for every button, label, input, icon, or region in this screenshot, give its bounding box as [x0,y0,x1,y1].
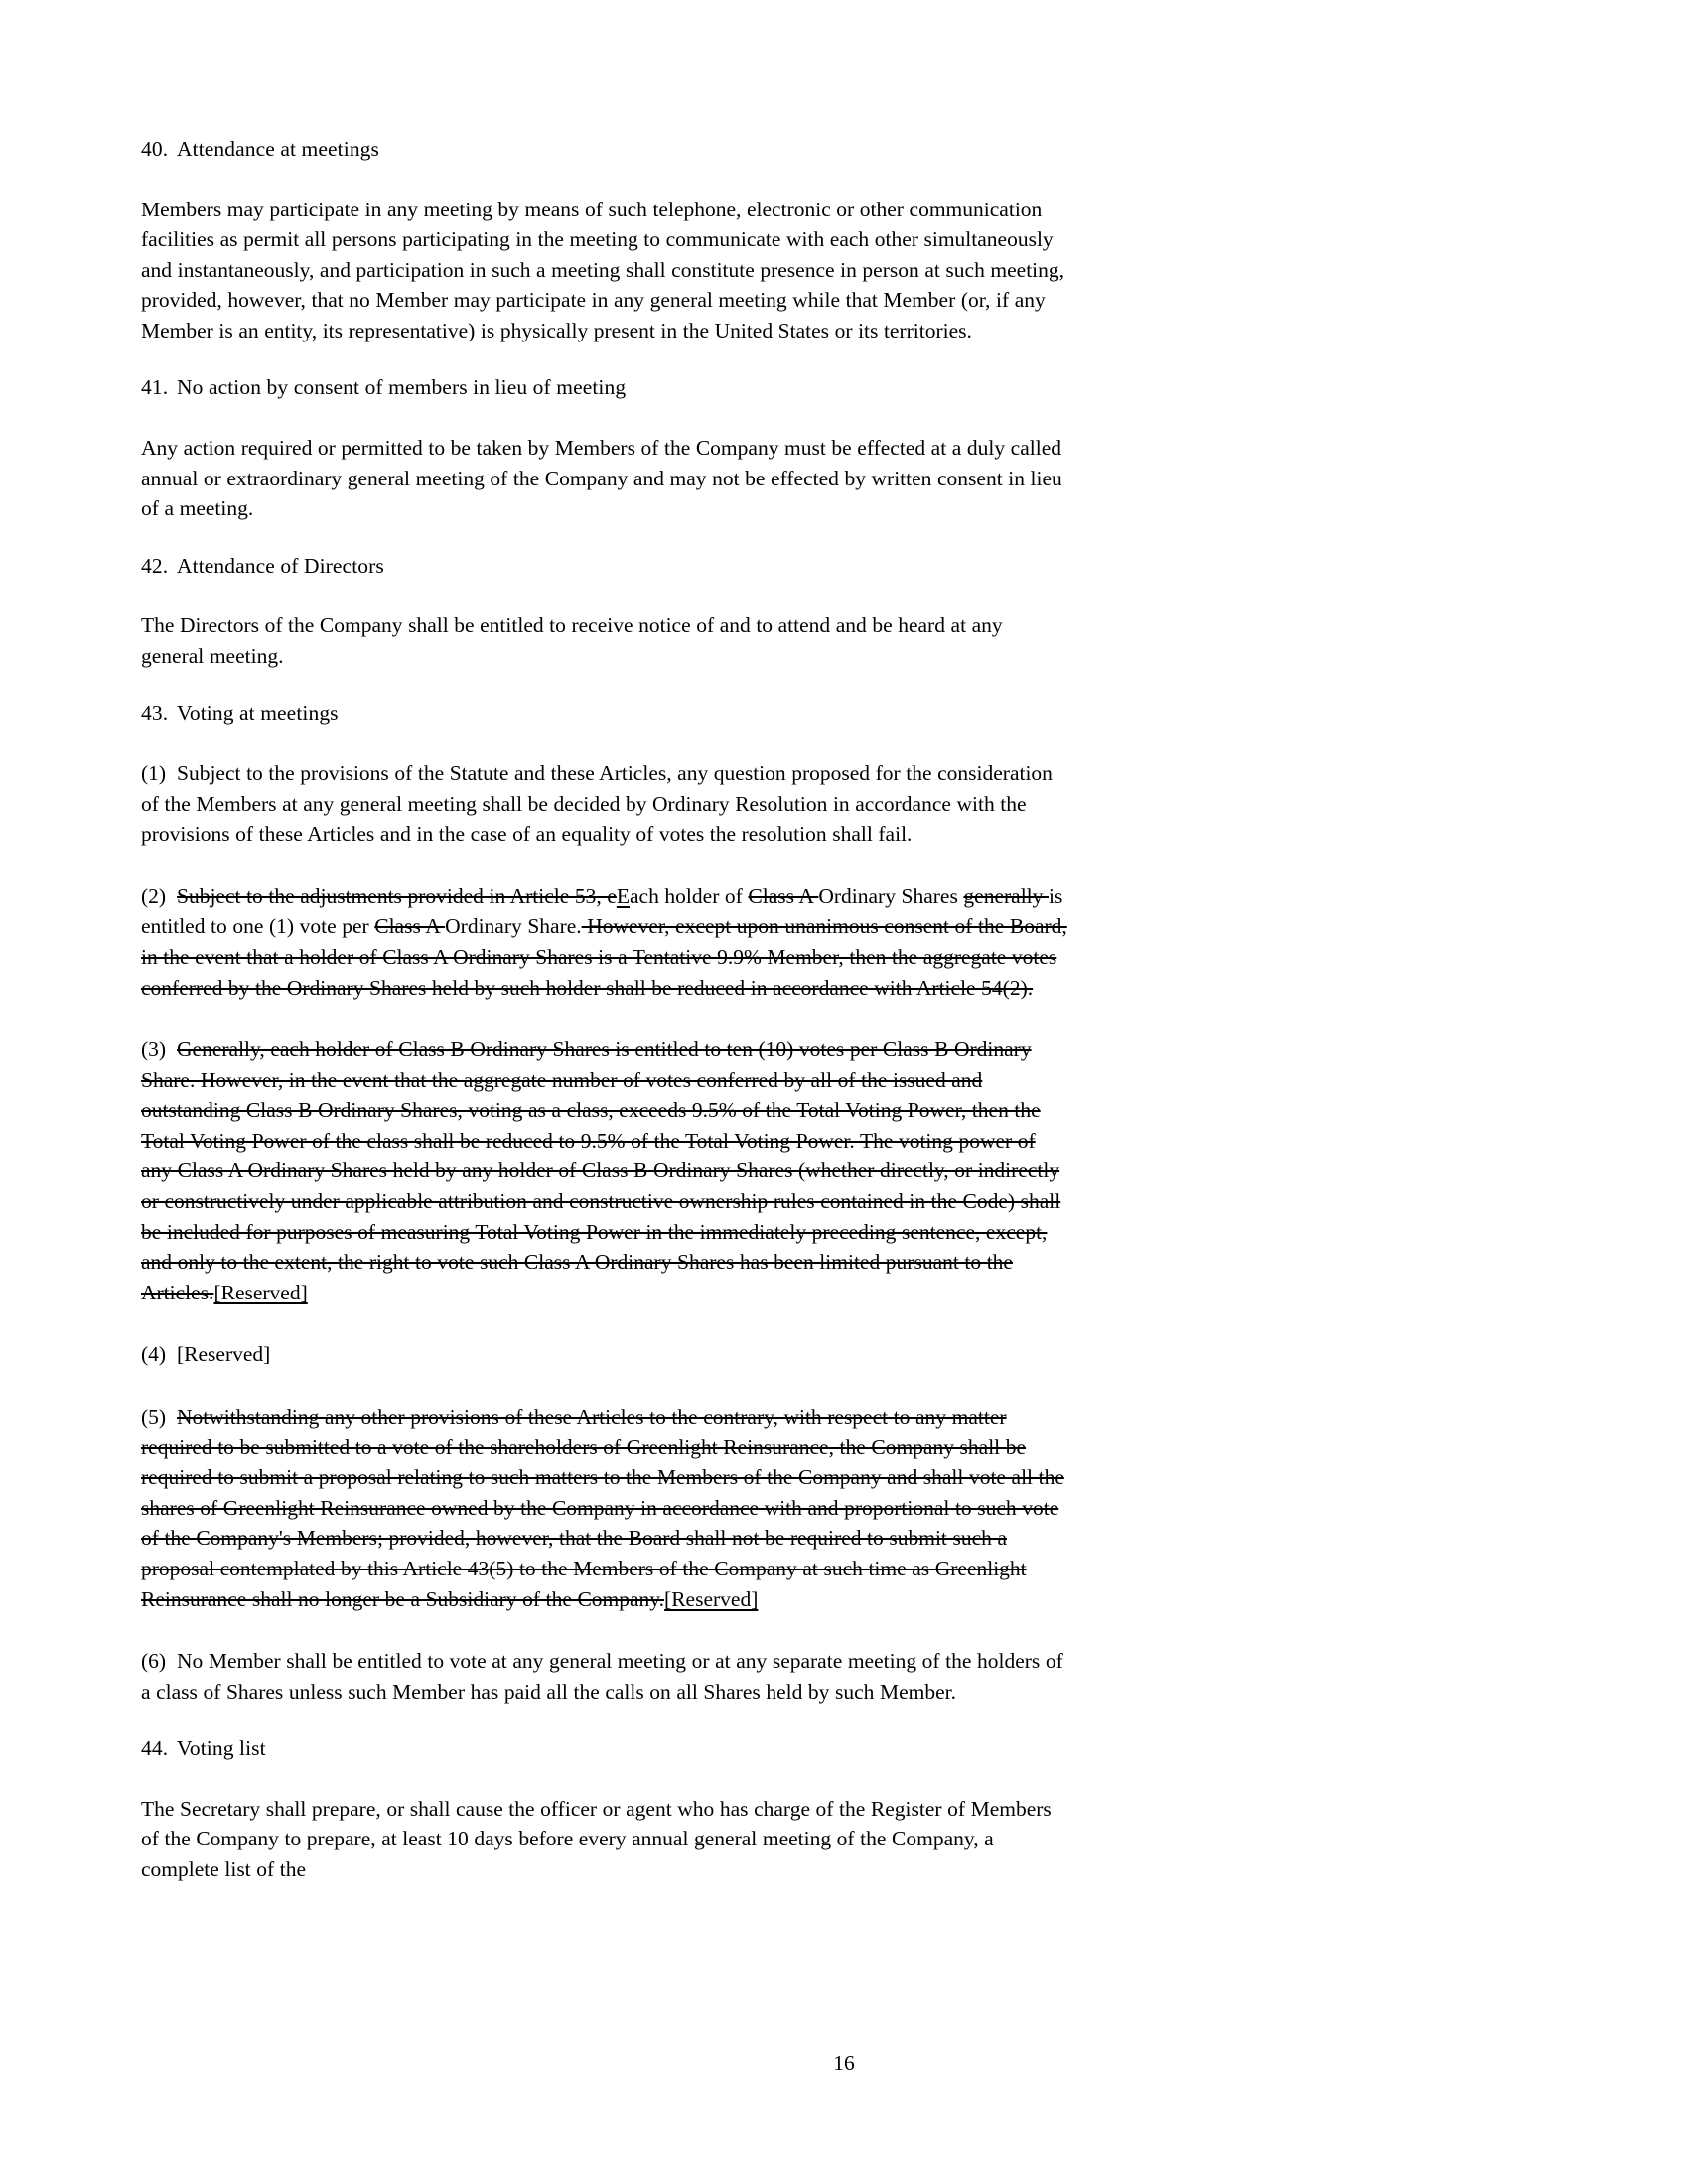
section-heading-44 [141,1738,1069,1760]
section-heading-41 [141,377,1069,399]
clause-marker-5: (5) [141,1405,167,1430]
section-heading-43 [141,703,1069,725]
deleted-text: Class A [374,914,446,939]
inserted-text: E [616,884,631,908]
section-body-41: Any action required or permitted to be taken by Members of the Company must be effected at a duly called annual or extraordinary general meeting of the Company and may not be effected by written consent in lieu of a meeting. [141,435,1062,521]
clause-text-1: Subject to the provisions of the Statute and these Articles, any question proposed for the consideration of the Members at any general meeting shall be decided by Ordinary Resolution in accordance with the provisions of these Articles and in the case of an equality of votes the resolution shall fail. [141,760,1053,847]
deleted-text: Subject to the adjustments provided in Article 53, e [177,884,617,908]
section-body-42: The Directors of the Company shall be entitled to receive notice of and to attend and be heard at any general meeting. [141,614,1003,668]
page-content [141,139,1069,1885]
clause-text-2c: is entitled to one (1) vote per [141,884,1063,939]
deleted-text: However, except upon unanimous consent of the Board, in the event that a holder of Class A Ordinary Shares is a Tentative 9.9% Member, then the aggregate votes conferred by the Ordinary Shares held by such holder shall be reduced in accordance with Article 54(2). [141,914,1067,1000]
section-heading-42 [141,553,1069,578]
clause-4 [141,1339,1069,1370]
section-body-44: The Secretary shall prepare, or shall cause the officer or agent who has charge of the Register of Members of the Company to prepare, at least 10 days before every annual general meeting of the Company, a complete list of the [141,1796,1052,1882]
section-body-40: Members may participate in any meeting by means of such telephone, electronic or other communication facilities as permit all persons participating in the meeting to communicate with each other simultaneously and instantaneously, and participation in such a meeting shall constitute presence in person at such meeting, provided, however, that no Member may participate in any general meeting while that Member (or, if any Member is an entity, its representative) is physically present in the United States or its territories. [141,197,1065,342]
section-title-42: Attendance of Directors [177,553,384,578]
section-title-41: No action by consent of members in lieu of meeting [177,375,627,400]
clause-3 [141,1034,1069,1307]
deleted-text: Generally, each holder of Class B Ordinary Shares is entitled to ten (10) votes per Class B Ordinary Share. However, in the event that the aggregate number of votes conferred by all of the issued and outstanding Class B Ordinary Shares, voting as a class, exceeds 9.5% of the Total Voting Power, then the Total Voting Power of the class shall be reduced to 9.5% of the Total Voting Power. The voting power of any Class A Ordinary Shares held by any holder of Class B Ordinary Shares (whether directly, or indirectly or constructively under applicable attribution and constructive ownership rules contained in the Code) shall be included for purposes of measuring Total Voting Power in the immediately preceding sentence, except, and only to the extent, the right to vote such Class A Ordinary Shares has been limited pursuant to the Articles. [141,1037,1061,1304]
section-number-40: 40. [141,137,169,161]
section-title-40: Attendance at meetings [177,137,379,161]
deleted-text: Class A [748,884,819,908]
deleted-text: Notwithstanding any other provisions of these Articles to the contrary, with respect to any matter required to be submitted to a vote of the shareholders of Greenlight Reinsurance, the Company shall be required to submit a proposal relating to such matters to the Members of the Company and shall vote all the shares of Greenlight Reinsurance owned by the Company in accordance with and proportional to such vote of the Company's Members; provided, however, that the Board shall not be required to submit such a proposal contemplated by this Article 43(5) to the Members of the Company at such time as Greenlight Reinsurance shall no longer be a Subsidiary of the Company. [141,1405,1064,1611]
section-heading-40 [141,139,1069,161]
clause-5 [141,1402,1069,1614]
clause-text-6: No Member shall be entitled to vote at any general meeting or at any separate meeting of the holders of a class of Shares unless such Member has paid all the calls on all Shares held by such Member. [141,1649,1063,1704]
clause-marker-1: (1) [141,760,167,785]
section-title-43: Voting at meetings [177,701,339,726]
clause-2 [141,882,1069,1003]
inserted-text: [Reserved] [664,1586,759,1611]
page-number: 16 [833,2051,855,2075]
clause-marker-4: (4) [141,1342,167,1367]
clause-marker-3: (3) [141,1037,167,1062]
section-title-44: Voting list [177,1736,266,1761]
section-number-41: 41. [141,375,169,400]
clause-text-2b: Ordinary Shares [818,884,964,908]
clause-6 [141,1646,1069,1706]
clause-marker-6: (6) [141,1649,167,1674]
inserted-text: [Reserved] [213,1280,308,1304]
deleted-text: generally [963,884,1049,908]
clause-text-4: [Reserved] [177,1342,271,1367]
section-number-42: 42. [141,553,169,578]
clause-marker-2: (2) [141,884,167,908]
clause-text-2d: Ordinary Share. [445,914,582,939]
clause-1 [141,758,1069,850]
clause-text-2a: ach holder of [630,884,749,908]
section-number-43: 43. [141,701,169,726]
section-number-44: 44. [141,1736,169,1761]
